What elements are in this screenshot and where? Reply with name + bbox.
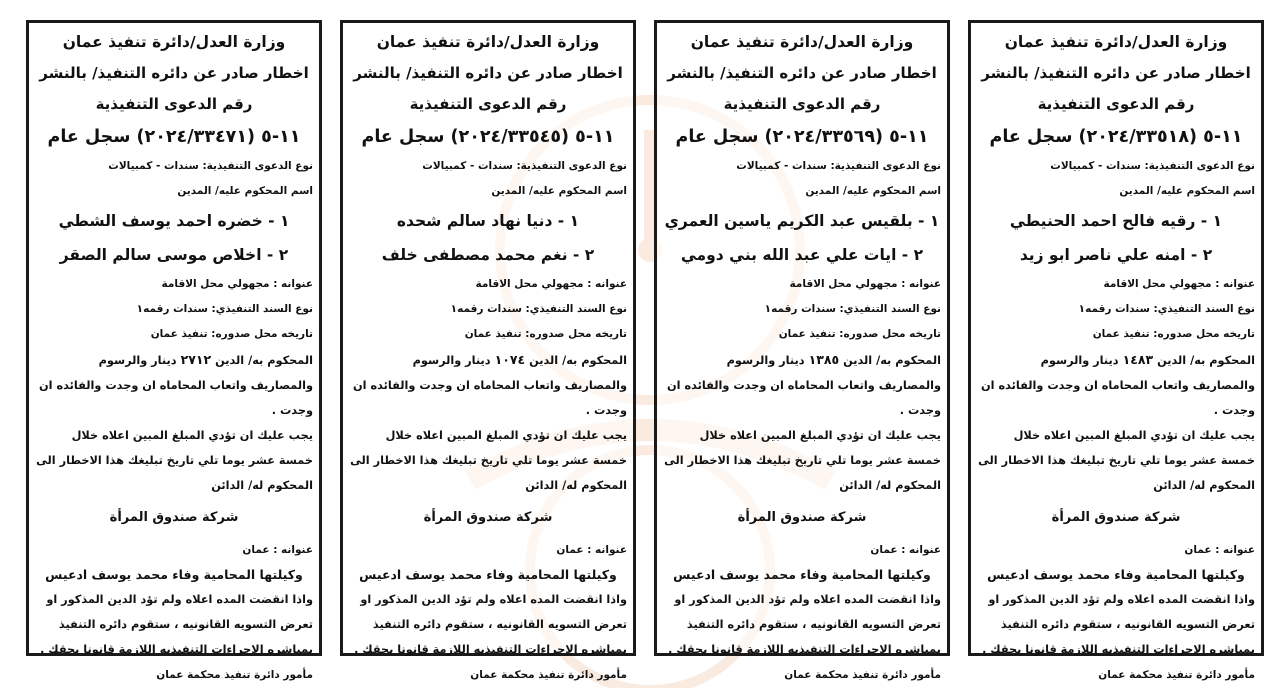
execution-notice xyxy=(26,20,322,681)
debtor-1: ١ - خضره احمد يوسف الشطي xyxy=(58,212,290,230)
case-type: نوع الدعوى التنفيذية: سندات - كمبيالات xyxy=(1050,160,1255,172)
case-label: رقم الدعوى التنفيذية xyxy=(723,95,881,113)
deed-type: نوع السند التنفيذي: سندات رقمه١ xyxy=(136,303,313,315)
debtor-1: ١ - رقيه فالح احمد الحنيطي xyxy=(1009,212,1223,230)
signature: مأمور دائرة تنفيذ محكمة عمان xyxy=(1098,669,1255,681)
ministry-title: وزارة العدل/دائرة تنفيذ عمان xyxy=(1004,33,1228,51)
amount-value: ١٠٧٤ xyxy=(494,352,526,367)
amount-prefix: المحكوم به/ الدين xyxy=(843,354,941,367)
demand-text: يجب عليك ان تؤدي المبلغ المبين اعلاه خلال خمسة عشر يوما تلي تاريخ تبليغك هذا الاخطار الى المحكوم له/ الدائن xyxy=(36,429,313,492)
deed-type: نوع السند التنفيذي: سندات رقمه١ xyxy=(450,303,627,315)
amount-suffix: دينار والرسوم والمصاريف xyxy=(726,354,941,392)
creditor-company: شركة صندوق المرأة xyxy=(109,510,239,525)
lawyer-name: وكيلتها المحامية وفاء محمد يوسف ادعيس xyxy=(45,567,303,582)
case-label: رقم الدعوى التنفيذية xyxy=(95,95,253,113)
ministry-title: وزارة العدل/دائرة تنفيذ عمان xyxy=(376,33,600,51)
deed-type: نوع السند التنفيذي: سندات رقمه١ xyxy=(1078,303,1255,315)
demand-text: يجب عليك ان تؤدي المبلغ المبين اعلاه خلال خمسة عشر يوما تلي تاريخ تبليغك هذا الاخطار الى المحكوم له/ الدائن xyxy=(350,429,627,492)
amount-suffix: دينار والرسوم والمصاريف xyxy=(412,354,627,392)
debtor-2: ٢ - نغم محمد مصطفى خلف xyxy=(381,246,595,264)
creditor-company: شركة صندوق المرأة xyxy=(1051,510,1181,525)
demand-text: يجب عليك ان تؤدي المبلغ المبين اعلاه خلال خمسة عشر يوما تلي تاريخ تبليغك هذا الاخطار الى المحكوم له/ الدائن xyxy=(664,429,941,492)
debtor-label: اسم المحكوم عليه/ المدين xyxy=(177,185,313,197)
case-type: نوع الدعوى التنفيذية: سندات - كمبيالات xyxy=(422,160,627,172)
amount-line xyxy=(977,347,1255,423)
issued-by: اخطار صادر عن دائره التنفيذ/ بالنشر xyxy=(667,64,937,82)
amount-suffix: دينار والرسوم والمصاريف xyxy=(98,354,313,392)
execution-notice xyxy=(968,20,1264,681)
creditor-company: شركة صندوق المرأة xyxy=(737,510,867,525)
amount-prefix: المحكوم به/ الدين xyxy=(1157,354,1255,367)
fees-line: واتعاب المحاماه ان وجدت والفائده ان وجدت . xyxy=(981,379,1255,417)
amount-line xyxy=(349,347,627,423)
case-number: ١١-٥ (٢٠٢٤/٣٣٤٧١) سجل عام xyxy=(47,127,301,147)
case-label: رقم الدعوى التنفيذية xyxy=(1037,95,1195,113)
fees-line: واتعاب المحاماه ان وجدت والفائده ان وجدت . xyxy=(39,379,313,417)
amount-prefix: المحكوم به/ الدين xyxy=(215,354,313,367)
debtor-2: ٢ - اخلاص موسى سالم الصقر xyxy=(59,246,289,264)
issue-date: تاريخه محل صدوره: تنفيذ عمان xyxy=(1092,328,1255,340)
warning-text: واذا انقضت المده اعلاه ولم تؤد الدين المذكور او تعرض التسويه القانونيه ، ستقوم دائره التنفيذ بمباشره الاجراءات التنفيذيه اللازمة قانونا بحقك . xyxy=(982,593,1255,656)
debtor-label: اسم المحكوم عليه/ المدين xyxy=(491,185,627,197)
creditor-company: شركة صندوق المرأة xyxy=(423,510,553,525)
signature: مأمور دائرة تنفيذ محكمة عمان xyxy=(156,669,313,681)
ministry-title: وزارة العدل/دائرة تنفيذ عمان xyxy=(62,33,286,51)
debtor-address: عنوانه : مجهولي محل الاقامة xyxy=(475,278,627,290)
amount-value: ١٤٨٣ xyxy=(1122,352,1154,367)
fees-line: واتعاب المحاماه ان وجدت والفائده ان وجدت . xyxy=(353,379,627,417)
amount-value: ١٣٨٥ xyxy=(808,352,840,367)
warning-text: واذا انقضت المده اعلاه ولم تؤد الدين المذكور او تعرض التسويه القانونيه ، ستقوم دائره التنفيذ بمباشره الاجراءات التنفيذيه اللازمة قانونا بحقك . xyxy=(40,593,313,656)
amount-suffix: دينار والرسوم والمصاريف xyxy=(1040,354,1255,392)
debtor-address: عنوانه : مجهولي محل الاقامة xyxy=(1103,278,1255,290)
amount-line xyxy=(663,347,941,423)
case-label: رقم الدعوى التنفيذية xyxy=(409,95,567,113)
lawyer-name: وكيلتها المحامية وفاء محمد يوسف ادعيس xyxy=(359,567,617,582)
issued-by: اخطار صادر عن دائره التنفيذ/ بالنشر xyxy=(353,64,623,82)
deed-type: نوع السند التنفيذي: سندات رقمه١ xyxy=(764,303,941,315)
amount-line xyxy=(35,347,313,423)
case-type: نوع الدعوى التنفيذية: سندات - كمبيالات xyxy=(736,160,941,172)
debtor-address: عنوانه : مجهولي محل الاقامة xyxy=(789,278,941,290)
debtor-label: اسم المحكوم عليه/ المدين xyxy=(1119,185,1255,197)
issue-date: تاريخه محل صدوره: تنفيذ عمان xyxy=(464,328,627,340)
company-address: عنوانه : عمان xyxy=(556,544,627,556)
issue-date: تاريخه محل صدوره: تنفيذ عمان xyxy=(150,328,313,340)
fees-line: واتعاب المحاماه ان وجدت والفائده ان وجدت . xyxy=(667,379,941,417)
lawyer-name: وكيلتها المحامية وفاء محمد يوسف ادعيس xyxy=(673,567,931,582)
debtor-2: ٢ - ايات علي عبد الله بني دومي xyxy=(680,246,924,264)
lawyer-name: وكيلتها المحامية وفاء محمد يوسف ادعيس xyxy=(987,567,1245,582)
case-type: نوع الدعوى التنفيذية: سندات - كمبيالات xyxy=(108,160,313,172)
warning-text: واذا انقضت المده اعلاه ولم تؤد الدين المذكور او تعرض التسويه القانونيه ، ستقوم دائره التنفيذ بمباشره الاجراءات التنفيذيه اللازمة قانونا بحقك . xyxy=(668,593,941,656)
signature: مأمور دائرة تنفيذ محكمة عمان xyxy=(784,669,941,681)
company-address: عنوانه : عمان xyxy=(242,544,313,556)
ministry-title: وزارة العدل/دائرة تنفيذ عمان xyxy=(690,33,914,51)
amount-value: ٢٧١٢ xyxy=(180,352,212,367)
debtor-1: ١ - بلقيس عبد الكريم ياسين العمري xyxy=(664,212,940,230)
issue-date: تاريخه محل صدوره: تنفيذ عمان xyxy=(778,328,941,340)
company-address: عنوانه : عمان xyxy=(870,544,941,556)
demand-text: يجب عليك ان تؤدي المبلغ المبين اعلاه خلال خمسة عشر يوما تلي تاريخ تبليغك هذا الاخطار الى المحكوم له/ الدائن xyxy=(978,429,1255,492)
debtor-address: عنوانه : مجهولي محل الاقامة xyxy=(161,278,313,290)
issued-by: اخطار صادر عن دائره التنفيذ/ بالنشر xyxy=(39,64,309,82)
debtor-label: اسم المحكوم عليه/ المدين xyxy=(805,185,941,197)
case-number: ١١-٥ (٢٠٢٤/٣٣٥١٨) سجل عام xyxy=(989,127,1243,147)
issued-by: اخطار صادر عن دائره التنفيذ/ بالنشر xyxy=(981,64,1251,82)
debtor-1: ١ - دنيا نهاد سالم شحده xyxy=(396,212,580,230)
case-number: ١١-٥ (٢٠٢٤/٣٣٥٦٩) سجل عام xyxy=(675,127,929,147)
company-address: عنوانه : عمان xyxy=(1184,544,1255,556)
case-number: ١١-٥ (٢٠٢٤/٣٣٥٤٥) سجل عام xyxy=(361,127,615,147)
debtor-2: ٢ - امنه علي ناصر ابو زيد xyxy=(1019,246,1213,264)
amount-prefix: المحكوم به/ الدين xyxy=(529,354,627,367)
execution-notice xyxy=(654,20,950,681)
signature: مأمور دائرة تنفيذ محكمة عمان xyxy=(470,669,627,681)
warning-text: واذا انقضت المده اعلاه ولم تؤد الدين المذكور او تعرض التسويه القانونيه ، ستقوم دائره التنفيذ بمباشره الاجراءات التنفيذيه اللازمة قانونا بحقك . xyxy=(354,593,627,656)
execution-notice xyxy=(340,20,636,681)
